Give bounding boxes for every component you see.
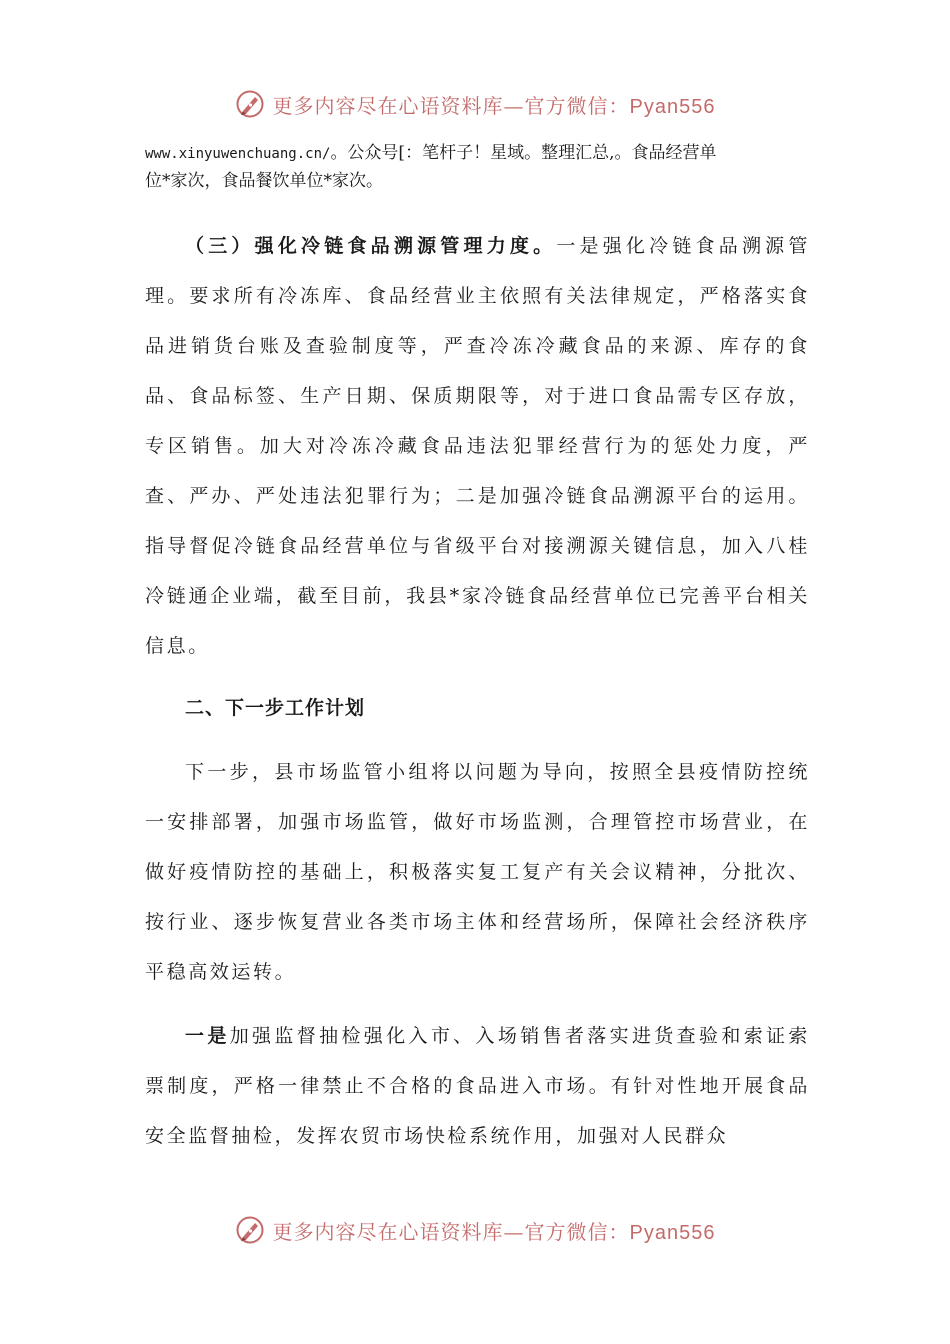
header-banner bbox=[0, 84, 950, 124]
section3-paragraph bbox=[145, 221, 810, 671]
header-wechat-id: Pyan556 bbox=[629, 95, 716, 118]
footer-banner-text: 更多内容尽在心语资料库—官方微信：Pyan556 bbox=[272, 1219, 716, 1244]
section-heading: 二、下一步工作计划 bbox=[185, 697, 366, 719]
intro-rest: 。公众号[：笔杆子！星域。整理汇总,。食品经营单 bbox=[330, 143, 717, 163]
intro-line2: 位*家次，食品餐饮单位*家次。 bbox=[145, 171, 383, 191]
item1-body: 加强监督抽检强化入市、入场销售者落实进货查验和索证索票制度，严格一律禁止不合格的食品进入市场。有针对性地开展食品安全监督抽检，发挥农贸市场快检系统作用，加强对人民群众 bbox=[145, 1025, 810, 1147]
item1-paragraph bbox=[145, 1011, 810, 1161]
item1-lead: 一是 bbox=[185, 1025, 230, 1047]
footer-banner bbox=[0, 1210, 950, 1250]
intro-paragraph bbox=[145, 140, 810, 195]
header-banner-text: 更多内容尽在心语资料库—官方微信：Pyan556 bbox=[272, 93, 716, 118]
pen-logo-icon bbox=[235, 89, 265, 119]
pen-logo-icon bbox=[235, 1215, 265, 1245]
section3-body: 一是强化冷链食品溯源管理。要求所有冷冻库、食品经营业主依照有关法律规定，严格落实食品进销货台账及查验制度等，严查冷冻冷藏食品的来源、库存的食品、食品标签、生产日期、保质期限等，对于进口食品需专区存放，专区销售。加大对冷冻冷藏食品违法犯罪经营行为的惩处力度，严查、严办、严处违法犯罪行为；二是加强冷链食品溯源平台的运用。指导督促冷链食品经营单位与省级平台对接溯源关键信息，加入八桂冷链通企业端，截至目前，我县*家冷链食品经营单位已完善平台相关信息。 bbox=[145, 235, 810, 657]
plan-paragraph: 下一步，县市场监管小组将以问题为导向，按照全县疫情防控统一安排部署，加强市场监管，做好市场监测，合理管控市场营业，在做好疫情防控的基础上，积极落实复工复产有关会议精神，分批次、按行业、逐步恢复营业各类市场主体和经营场所，保障社会经济秩序平稳高效运转。 bbox=[145, 761, 810, 983]
footer-wechat-id: Pyan556 bbox=[629, 1221, 716, 1244]
section3-lead: （三）强化冷链食品溯源管理力度。 bbox=[185, 235, 557, 257]
document-body bbox=[145, 140, 810, 1161]
intro-url: www.xinyuwenchuang.cn/ bbox=[145, 146, 331, 162]
